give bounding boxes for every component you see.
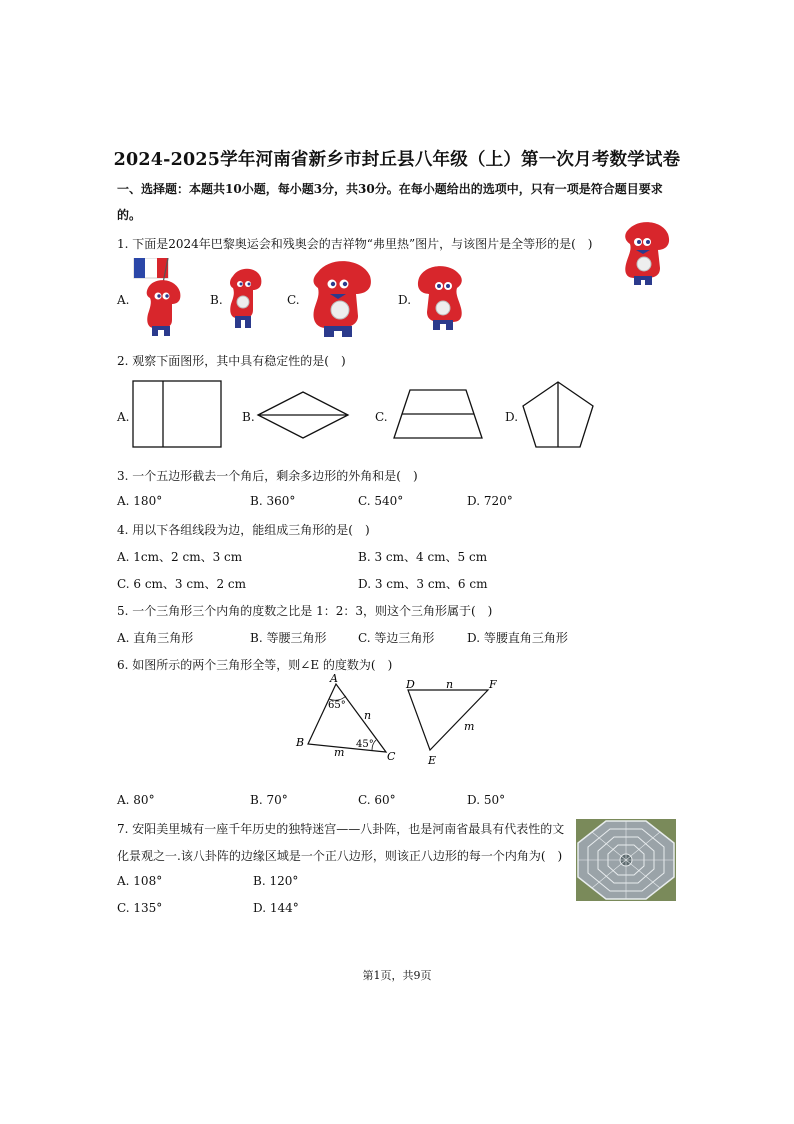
- q4-option-b: B. 3 cm、4 cm、5 cm: [358, 550, 488, 564]
- q2-option-b-label: B.: [242, 410, 255, 424]
- page-title: 2024-2025学年河南省新乡市封丘县八年级（上）第一次月考数学试卷: [113, 150, 681, 170]
- angle-c-label: 45°: [356, 739, 374, 750]
- q2-figure-c-trapezoid: [392, 388, 484, 440]
- section-heading: 一、选择题：本题共10小题，每小题3分，共30分。在每小题给出的选项中，只有一项是符合题目要求: [117, 182, 663, 196]
- side-n-label-def: n: [446, 678, 454, 691]
- mascot-option-b-image: [225, 266, 265, 332]
- question-7-stem-line2: 化景观之一.该八卦阵的边缘区域是一个正八边形，则该正八边形的每一个内角为( ): [117, 849, 563, 863]
- question-4-stem: 4. 用以下各组线段为边，能组成三角形的是( ): [117, 523, 370, 537]
- side-m-label-def: m: [464, 720, 475, 733]
- q3-option-d: D. 720°: [467, 494, 513, 508]
- q4-option-c: C. 6 cm、3 cm、2 cm: [117, 577, 247, 591]
- vertex-e-label: E: [428, 754, 437, 767]
- question-3-stem: 3. 一个五边形截去一个角后，剩余多边形的外角和是( ): [117, 469, 418, 483]
- q2-option-d-label: D.: [505, 410, 519, 424]
- vertex-a-label: A: [330, 672, 338, 685]
- q2-option-c-label: C.: [375, 410, 388, 424]
- q2-figure-b-rhombus: [256, 390, 350, 440]
- question-6-stem: 6. 如图所示的两个三角形全等，则∠E 的度数为( ): [117, 658, 393, 672]
- vertex-f-label: F: [489, 678, 497, 691]
- angle-a-label: 65°: [328, 700, 346, 711]
- q6-congruent-triangles-figure: [290, 670, 510, 770]
- question-5-stem: 5. 一个三角形三个内角的度数之比是 1：2：3，则这个三角形属于( ): [117, 604, 493, 618]
- q1-option-b-label: B.: [210, 293, 223, 307]
- vertex-d-label: D: [406, 678, 415, 691]
- q7-option-b: B. 120°: [253, 874, 299, 888]
- page-footer: 第1页，共9页: [362, 969, 432, 982]
- q1-option-d-label: D.: [398, 293, 412, 307]
- mascot-option-c-image: [300, 258, 380, 338]
- mascot-reference-image: [614, 220, 676, 286]
- q5-option-d: D. 等腰直角三角形: [467, 631, 568, 645]
- mascot-option-d-image: [413, 264, 473, 334]
- side-m-label-abc: m: [334, 746, 345, 759]
- vertex-b-label: B: [296, 736, 305, 749]
- bagua-maze-photo: [576, 819, 676, 901]
- q4-option-d: D. 3 cm、3 cm、6 cm: [358, 577, 488, 591]
- q3-option-b: B. 360°: [250, 494, 296, 508]
- q7-option-d: D. 144°: [253, 901, 299, 915]
- question-1-stem: 1. 下面是2024年巴黎奥运会和残奥会的吉祥物“弗里热”图片，与该图片是全等形的是( ): [117, 237, 593, 251]
- q5-option-c: C. 等边三角形: [358, 631, 435, 645]
- section-heading-continued: 的。: [117, 208, 142, 222]
- vertex-c-label: C: [387, 750, 396, 763]
- q3-option-c: C. 540°: [358, 494, 404, 508]
- q5-option-b: B. 等腰三角形: [250, 631, 327, 645]
- q5-option-a: A. 直角三角形: [117, 631, 194, 645]
- q2-option-a-label: A.: [117, 410, 130, 424]
- q6-option-a: A. 80°: [117, 793, 155, 807]
- q3-option-a: A. 180°: [117, 494, 163, 508]
- q1-option-a-label: A.: [117, 293, 130, 307]
- side-n-label-abc: n: [364, 709, 372, 722]
- q6-option-d: D. 50°: [467, 793, 506, 807]
- q7-option-a: A. 108°: [117, 874, 163, 888]
- q2-figure-a-rectangle: [132, 380, 224, 450]
- q1-option-c-label: C.: [287, 293, 300, 307]
- question-7-stem-line1: 7. 安阳美里城有一座千年历史的独特迷宫——八卦阵，也是河南省最具有代表性的文: [117, 822, 565, 836]
- q6-option-b: B. 70°: [250, 793, 288, 807]
- q7-option-c: C. 135°: [117, 901, 163, 915]
- q6-option-c: C. 60°: [358, 793, 396, 807]
- q4-option-a: A. 1cm、2 cm、3 cm: [117, 550, 243, 564]
- question-2-stem: 2. 观察下面图形，其中具有稳定性的是( ): [117, 354, 346, 368]
- q2-figure-d-pentagon: [520, 380, 596, 450]
- mascot-option-a-image: [132, 258, 190, 338]
